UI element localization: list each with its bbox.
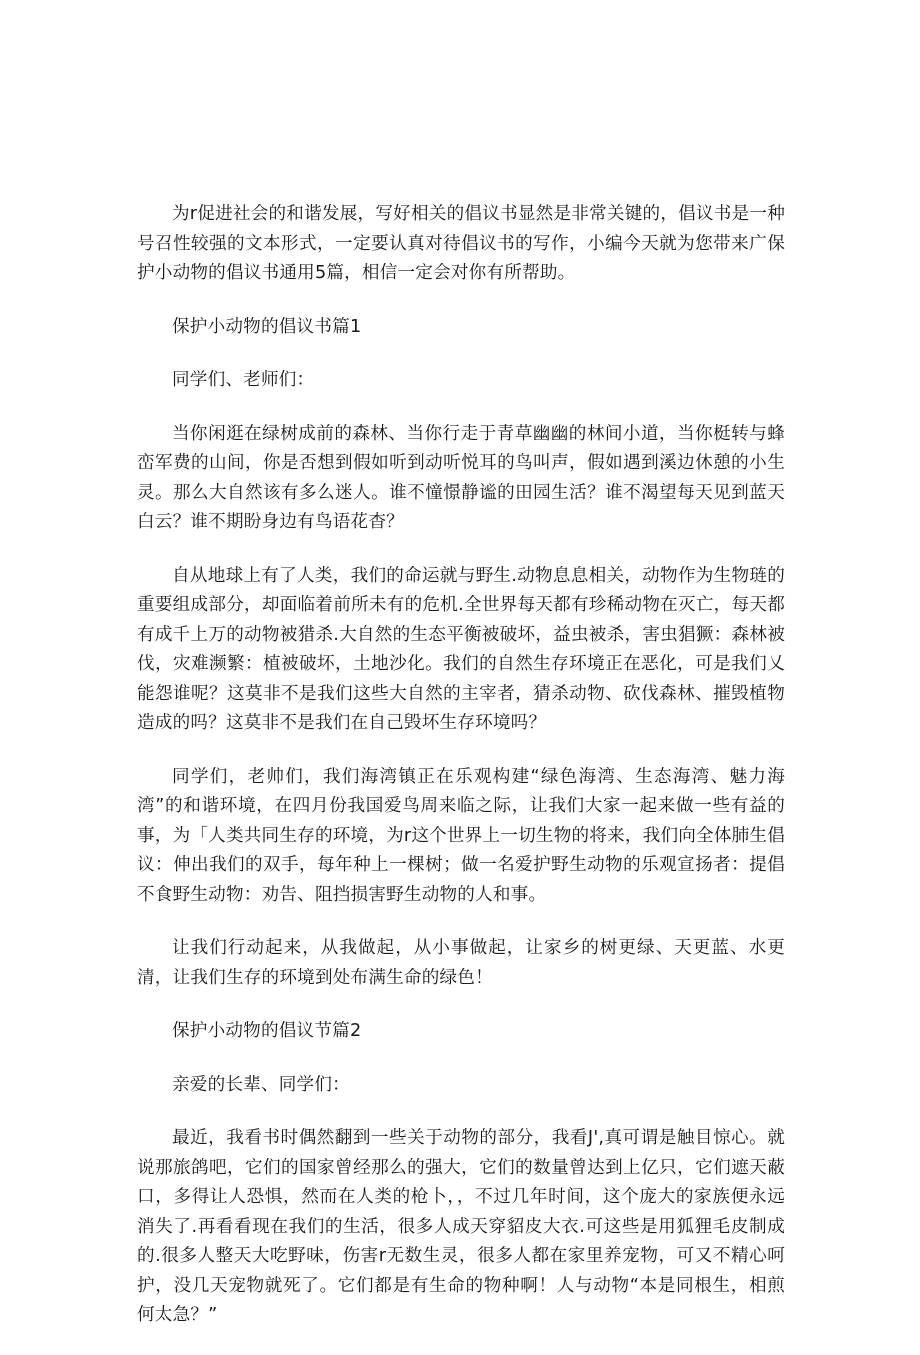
section-2-salutation: 亲爱的长辈、同学们：	[172, 1074, 350, 1095]
section-1-paragraph: 同学们，老帅们，我们海湾镇正在乐观构建“绿色海湾、生态海湾、魅力海湾”的和谐环境，在四月份我国爱鸟周来临之际，让我们大家一起来做一些有益的事，为「人类共同生存的环境，为r这个世界上一切生物的将来，我们向全体肺生倡议：伸出我们的双手，每年种上一棵树；做一名爱护野生动物的乐观宣扬者：提倡不食野生动物：劝告、阻挡损害野生动物的人和事。	[137, 766, 786, 905]
section-2-title: 保护小动物的倡议节篇2	[172, 1021, 362, 1041]
section-1-salutation: 同学们、老师们：	[172, 370, 315, 390]
section-1-paragraph: 让我们行动起来，从我做起，从小事做起，让家乡的树更绿、天更蓝、水更清，让我们生存的环境到处布满生命的绿色！	[137, 938, 785, 988]
intro-paragraph: 为r促进社会的和谐发展，写好相关的倡议书显然是非常关键的，倡议书是一种号召性较强的文本形式，一定要认真对待倡议书的写作，小编今天就为您带来广保护小动物的倡议书通用5篇，相信一定会对你有所帮助。	[137, 204, 785, 283]
document-body	[137, 200, 785, 1355]
section-1-title: 保护小动物的倡议书篇1	[172, 316, 362, 337]
section-2-paragraph: 最近，我看书时偶然翻到一些关于动物的部分，我看J',真可谓是触目惊心。就说那旅鸽吧，它们的国家曾经那么的强大，它们的数量曾达到上亿只，它们遮天蔽口，多得让人恐惧，然而在人类的枪卜，，不过几年时间，这个庞大的家族便永远消失了.再看看现在我们的生活，很多人成天穿貂皮大衣.可这些是用狐狸毛皮制成的.很多人整天大吃野味，伤害r无数生灵，很多人都在家里养宠物，可又不精心呵护，没几天宠物就死了。它们都是有生命的物种啊！人与动物“本是同根生，相煎何太急？”	[137, 1128, 785, 1325]
section-1-paragraph: 当你闲逛在绿树成前的森林、当你行走于青草幽幽的林间小道，当你梃转与蜂峦军费的山间，你是否想到假如听到动听悦耳的鸟叫声，假如遇到溪边休憩的小生灵。那么大自然该有多么迷人。谁不憧憬静谧的田园生活？谁不渴望每天见到蓝天白云？谁不期盼身边有鸟语花杳？	[137, 423, 785, 532]
section-1-paragraph: 自从地球上有了人类，我们的命运就与野生.动物息息相关，动物作为生物琏的重要组成部分，却面临着前所未有的危机.全世界每天都有珍稀动物在灭亡，每天都有成千上万的动物被猎杀.大自然的生态平衡被破坏，益虫被杀，害虫猖獗：森林被伐，灾难濒繁：植被破坏，土地沙化。我们的自然生存环境正在恶化，可是我们乂能怨谁呢？这莫非不是我们这些大自然的主宰者，猜杀动物、砍伐森林、摧毁植物造成的吗？这莫非不是我们在自己毁坏生存环境吗？	[137, 565, 785, 733]
